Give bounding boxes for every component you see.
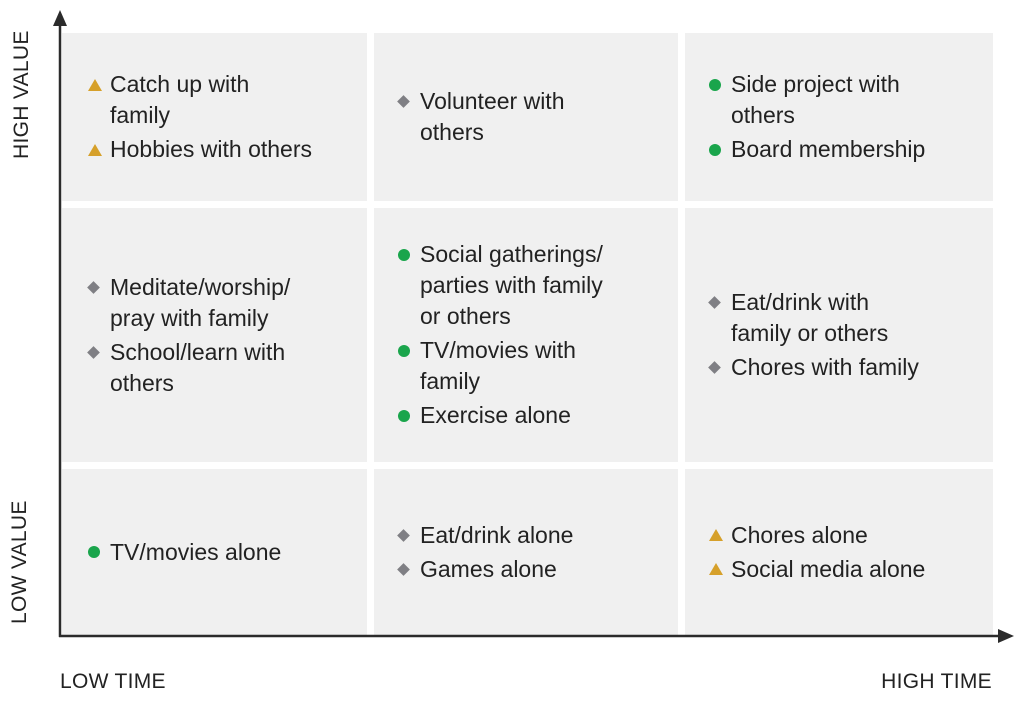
dot-icon [88,546,100,558]
diamond-icon [397,529,410,542]
diamond-icon [87,346,100,359]
cell-low-value-mid-time [374,469,678,635]
marker [398,520,420,551]
list-item [398,554,678,585]
item-label: Side project with others [731,71,900,128]
cell-high-value-low-time [62,33,367,201]
item-label: Eat/drink alone [420,521,574,548]
item-label: Catch up with family [110,71,250,128]
marker [398,335,420,366]
list-item [398,400,678,431]
x-axis-high-label: HIGH TIME [881,670,992,693]
diamond-icon [708,296,721,309]
marker [398,554,420,585]
marker [709,134,731,165]
list-item [709,287,993,349]
item-label: Chores with family [731,354,919,380]
dot-icon [709,79,721,91]
list-item [88,134,367,165]
list-item [398,335,678,397]
item-label: Hobbies with others [110,136,312,162]
list-item [88,537,367,568]
triangle-icon [709,563,723,575]
item-label: Chores alone [731,521,868,548]
list-item [398,86,678,148]
list-item [709,134,993,165]
marker [88,272,110,303]
marker [398,86,420,117]
diamond-icon [397,563,410,576]
list-item [88,272,367,334]
dot-icon [709,144,721,156]
marker [709,352,731,383]
marker [88,69,110,100]
x-axis-arrow-icon [998,629,1014,643]
marker [709,554,731,585]
y-axis-arrow-icon [53,10,67,26]
cell-mid-value-high-time [685,208,993,462]
item-label: Social media alone [731,555,926,582]
list-item [709,352,993,383]
y-axis-low-label: LOW VALUE [8,500,31,624]
triangle-icon [88,79,102,91]
diamond-icon [708,361,721,374]
marker [88,537,110,568]
item-label: Volunteer with others [420,88,565,145]
list-item [398,520,678,551]
marker [88,337,110,368]
triangle-icon [88,144,102,156]
marker [398,239,420,270]
x-axis-low-label: LOW TIME [60,670,166,693]
marker [398,400,420,431]
dot-icon [398,345,410,357]
cell-high-value-mid-time [374,33,678,201]
marker [709,69,731,100]
y-axis-high-label: HIGH VALUE [10,30,33,159]
item-label: Games alone [420,555,557,582]
list-item [88,69,367,131]
list-item [709,520,993,551]
item-label: TV/movies alone [110,538,282,565]
marker [709,287,731,318]
cell-low-value-low-time [62,469,367,635]
cell-high-value-high-time [685,33,993,201]
list-item [88,337,367,399]
marker [88,134,110,165]
list-item [398,239,678,332]
triangle-icon [709,529,723,541]
item-label: School/learn with others [110,338,286,396]
marker [709,520,731,551]
item-label: Exercise alone [420,402,571,428]
item-label: TV/movies with family [420,337,576,394]
list-item [709,69,993,131]
item-label: Eat/drink with family or others [731,289,889,346]
item-label: Social gatherings/ parties with family or others [420,241,603,329]
cell-low-value-high-time [685,469,993,635]
cell-mid-value-mid-time [374,208,678,462]
diamond-icon [87,281,100,294]
item-label: Meditate/worship/ pray with family [110,273,291,331]
list-item [709,554,993,585]
dot-icon [398,410,410,422]
dot-icon [398,249,410,261]
item-label: Board membership [731,136,926,162]
cell-mid-value-low-time [62,208,367,462]
diamond-icon [397,95,410,108]
